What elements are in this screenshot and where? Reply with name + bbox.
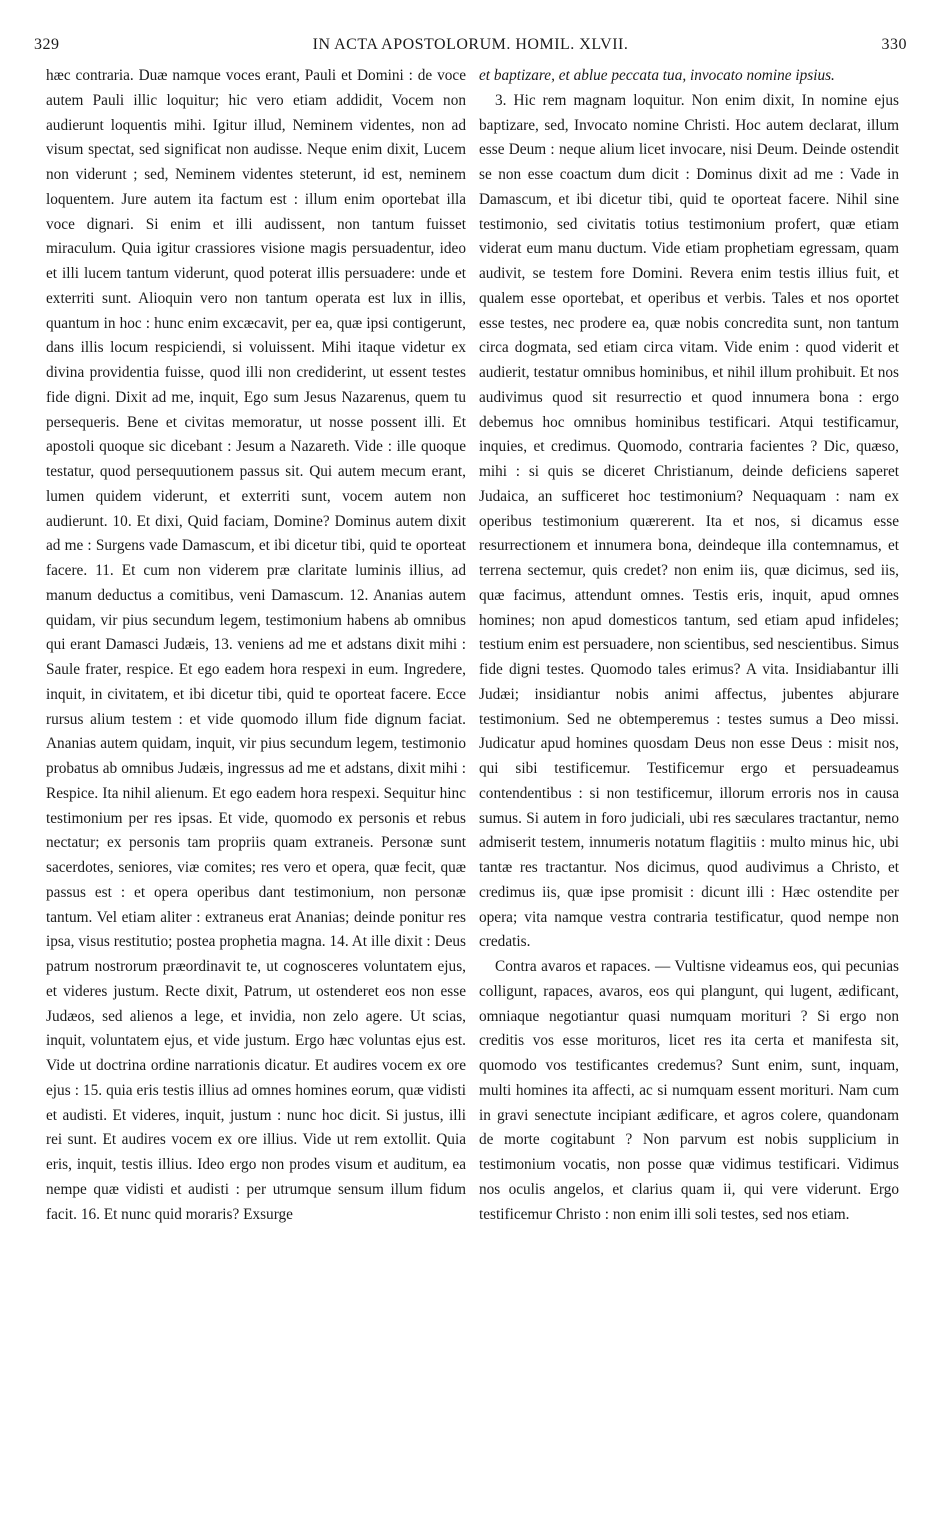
page-number-left: 329: [34, 36, 60, 53]
page-number-right: 330: [881, 36, 907, 53]
right-paragraph-3: Contra avaros et rapaces. — Vultisne videamus eos, qui pecunias colligunt, rapaces, avaros, eos qui plangunt, qui lugent, ædificant, omniaque negotiantur quasi numquam morituri ? Si ergo non creditis vos esse morituros, licet res ita certa et manifesta sit, quomodo vos testificantes credemus? Sunt enim, sunt, inquam, multi homines ita affecti, ac si numquam essent morituri. Nam cum in gravi senectute incipiant ædificare, et agros colere, quandonam de morte cogitabunt ? Non parvum est nobis supplicium in testimonium vocatis, non posse quæ vidimus testificari. Vidimus nos oculis angelos, et clarius quam ii, qui vere viderunt. Ergo testificemur Christo : non enim illi soli testes, sed nos etiam.: [479, 958, 899, 1223]
right-paragraph-2: 3. Hic rem magnam loquitur. Non enim dixit, In nomine ejus baptizare, sed, Invocato nomine Christi. Hoc autem declarat, illum esse Deum : neque alium licet invocare, nisi Deum. Deinde ostendit se non esse coactum dum dicit : Dominus dixit ad me : Vade in Damascum, et ibi dicetur tibi, quid te oporteat facere. Nihil sine testimonio, sed civitatis totius testimonium profert, quæ etiam viderat eum manu ductum. Vide etiam prophetiam egressam, quam audivit, se testem fore Domini. Revera enim testis illius fuit, et qualem esse oportebat, et operibus et verbis. Tales et nos oportet esse testes, nec prodere ea, quæ nobis concredita sunt, non tantum circa dogmata, sed etiam circa vitam. Vide enim : quod viderit et audierit, testatur omnibus hominibus, et nihil illum prohibuit. Et nos audivimus quod sit resurrectio et quod innumera bona : ergo debemus hoc omnibus hominibus testificari. Atqui testificamur, inquies, et credimus. Quomodo, contraria facientes ? Dic, quæso, mihi : si quis se diceret Christianum, deinde deficiens saperet Judaica, an sufficeret hoc testimonium? Nequaquam : nam ex operibus testimonium quærerent. Ita et nos, si dicamus esse resurrectionem et innumera bona, deindeque illa contemnamus, et terrena sectemur, quis credet? non enim iis, quæ dicimus, sed iis, quæ facimus, attendunt omnes. Testis eris, inquit, apud omnes homines; non apud domesticos tantum, sed etiam apud infideles; testium enim est persuadere, non scientibus, sed nescientibus. Simus fide digni testes. Quomodo tales erimus? A vita. Insidiabantur illi Judæi; insidiantur nobis animi affectus, jubentes abjurare testimonium. Sed ne obtemperemus : testes sumus a Deo missi. Judicatur apud homines quosdam Deus non esse Deus : misit nos, qui sibi testificemur. Testificemur ergo et persuadeamus contendentibus : si non testificemur, illorum erroris nos in causa sumus. Si autem in foro judiciali, ubi res sæculares tractantur, nemo admiserit testem, innumeris notatum flagitiis : multo minus hic, ubi tantæ res tractantur. Nos dicimus, quod audivimus a Christo, et credimus iis, quæ ipse promisit : dicunt illi : Hæc ostendite per opera; vita namque vestra contraria testificatur, quod nempe non credatis.: [479, 91, 899, 951]
right-column: [479, 64, 899, 1227]
left-paragraph-1: hæc contraria. Duæ namque voces erant, Pauli et Domini : de voce autem Pauli illic loquitur; hic vero etiam addidit, Vocem non audierunt loquentis mihi. Igitur illud, Neminem videntes, non ad visum spectat, sed significat non audisse. Neque enim dixit, Lucem non viderunt ; sed, Neminem videntes steterunt, id est, neminem loquentem. Jure autem ita factum est : illum enim oportebat illa voce dignari. Si enim et illi audissent, non tantum fuisset miraculum. Quia igitur crassiores visione magis persuadentur, ideo et illi lucem tantum viderunt, quod poterat illis persuadere: unde et exterriti sunt. Alioquin vero non tantum operata est lux in illis, quantum in hoc : hunc enim excæcavit, per ea, quæ ipsi contigerunt, dans illis locum respiciendi, si voluissent. Mihi itaque videtur ex divina providentia fuisse, quod illi non crediderint, ut essent testes fide digni. Dixit ad me, inquit, Ego sum Jesus Nazarenus, quem tu persequeris. Bene et civitas memoratur, ut nosse possent illi. Et apostoli quoque sic dicebant : Jesum a Nazareth. Vide : ille quoque testatur, quod persequutionem passus sit. Qui autem mecum erant, lumen quidem viderunt, et exterriti sunt, vocem autem non audierunt. 10. Et dixi, Quid faciam, Domine? Dominus autem dixit ad me : Surgens vade Damascum, et ibi dicetur tibi, quid te oporteat facere. 11. Et cum non viderem præ claritate luminis illius, ad manum deductus a comitibus, veni Damascum. 12. Ananias autem quidam, vir pius secundum legem, testimonium habens ab omnibus qui erant Damasci Judæis, 13. veniens ad me et adstans dixit mihi : Saule frater, respice. Et ego eadem hora respexi in eum. Ingredere, inquit, in civitatem, et ibi dicetur tibi, quid te oporteat facere. Ecce rursus alium testem : et vide quomodo illum fide dignum faciat. Ananias autem quidam, inquit, vir pius secundum legem, testimonio probatus ab omnibus Judæis, ingressus ad me et adstans, dixit mihi : Respice. Ita nihil alienum. Et ego eadem hora respexi. Sequitur hinc testimonium per res ipsas. Et vide, quomodo ex personis et rebus nectatur; ex personis tam propriis quam extraneis. Personæ sunt sacerdotes, seniores, viæ comites; res vero et opera, quæ fecit, quæ passus est : et opera operibus dant testimonium, non personæ tantum. Vel etiam aliter : extraneus erat Ananias; deinde ponitur res ipsa, visus restitutio; postea prophetia magna. 14. At ille dixit : Deus patrum nostrorum præordinavit te, ut cognosceres voluntatem ejus, et videres justum. Recte dixit, Patrum, ut ostenderet eos non esse Judæos, sed alienos a lege, et invidia, non zelo agere. Ut scias, inquit, voluntatem ejus, et vide justum. Ergo hæc voluntas ejus est. Vide ut doctrina ordine narrationis dicatur. Et audires vocem ex ore ejus : 15. quia eris testis illius ad omnes homines eorum, quæ vidisti et audisti. Et videres, inquit, justum : nunc hoc dicit. Si justus, illi rei sunt. Et audires vocem ex ore illius. Vide ut rem extollit. Quia eris, inquit, testis illius. Ideo ergo non prodes visum et auditum, ea nempe quæ vidisti et audisti : per utrumque sensum illum fidum facit. 16. Et nunc quid moraris? Exsurge: [46, 67, 466, 1223]
running-header: [34, 36, 907, 60]
right-paragraph-1: et baptizare, et ablue peccata tua, invocato nomine ipsius.: [479, 67, 835, 84]
running-title: IN ACTA APOSTOLORUM. HOMIL. XLVII.: [312, 36, 629, 53]
left-column: [46, 64, 466, 1227]
